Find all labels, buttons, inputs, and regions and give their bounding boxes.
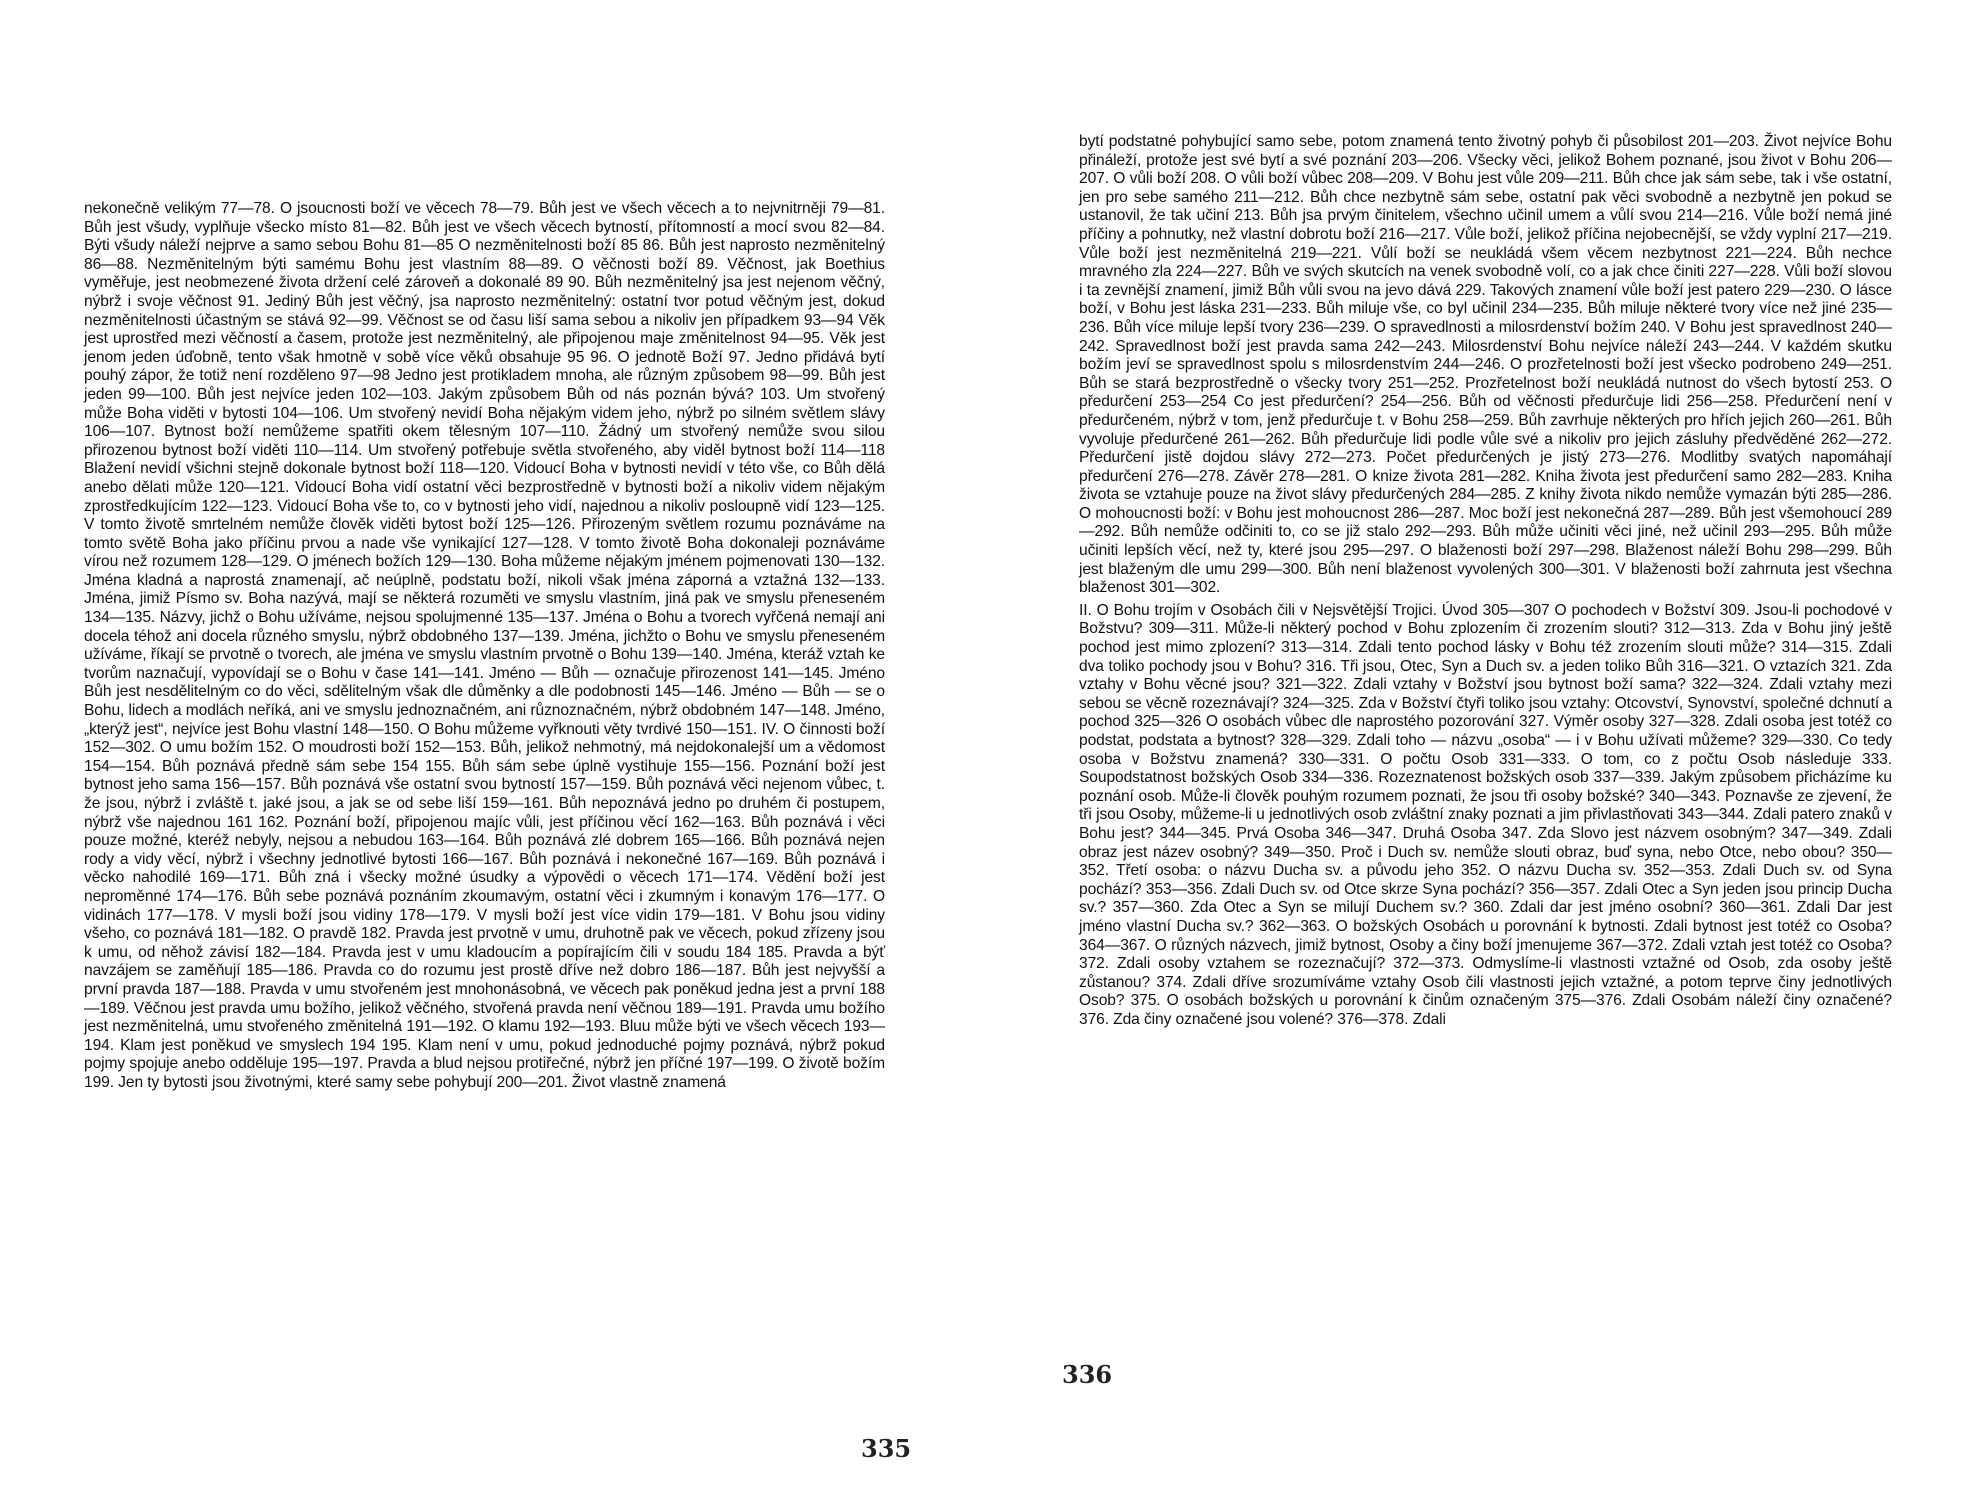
left-page-paragraph: nekonečně velikým 77—78. O jsoucnosti boží ve věcech 78—79. Bůh jest ve všech věcech a to nejvnitrněji 79—81. Bůh jest všudy, vyplňuje všecko místo 81—82. Bůh jest ve všech věcech bytností, přítomností a mocí svou 82—84. Býti všudy náleží nejprve a samo sebou Bohu 81—85 O nezměnitelnosti boží 85 86. Bůh jest naprosto nezměnitelný 86—88. Nezměnitelným býti samému Bohu jest vlastním 88—89. O věčnosti boží 89. Věčnost, jak Boethius vyměřuje, jest neobmezené života držení celé zároveň a dokonalé 89 90. Bůh nezměnitelný jsa jest nejenom věčný, nýbrž i svoje věčnost 91. Jediný Bůh jest věčný, jsa naprosto nezměnitelný: ostatní tvor potud věčným jest, dokud nezměnitelnosti účastným se stává 92—99. Věčnost se od času liší sama sebou a nikoliv jen případkem 93—94 Věk jest uprostřed mezi věčností a časem, protože jest nezměnitelný, ale připojenou maje změnitelnost 94—95. Věk jest jenom jeden úďobně, tento však hmotně v sobě více věků obsahuje 95 96. O jednotě Boží 97. Jedno přidává bytí pouhý zápor, že totiž není rozděleno 97—98 Jedno jest protikladem mnoha, ale různým způsobem 98—99. Bůh jest jeden 99—100. Bůh jest nejvíce jeden 102—103. Jakým způsobem Bůh od nás poznán bývá? 103. Um stvořený může Boha viděti v bytosti 104—106. Um stvořený nevidí Boha nějakým videm jeho, nýbrž po silném světlem slávy 106—107. Bytnost boží nemůžeme spatřiti okem tělesným 107—110. Žádný um stvořený nemůže svou silou přirozenou bytnost boží viděti 110—114. Um stvořený potřebuje světla stvořeného, aby viděl bytnost boží 114—118 Blažení nevidí všichni stejně dokonale bytnost boží 118—120. Vidoucí Boha v bytnosti nevidí v této vše, co Bůh dělá anebo dělati může 120—121. Vidoucí Boha vidí ostatní věci bezprostředně v bytnosti boží a nikoliv videm nějakým zprostředkujícím 122—123. Vidoucí Boha vše to, co v bytnosti jeho vidí, najednou a nikoliv posloupně vidí 123—125. V tomto životě smrtelném nemůže člověk viděti bytost boží 125—126. Přirozeným světlem rozumu poznáváme na tomto světě Boha jako příčinu prvou a nade vše vynikající 127—128. V tomto životě Boha dokonaleji poznáváme vírou než rozumem 128—129. O jménech božích 129—130. Boha můžeme nějakým jménem pojmenovati 130—132. Jména kladná a naprostá znamenají, ač neúplně, podstatu boží, nikoli však jména záporná a vztažná 132—133. Jména, jimiž Písmo sv. Boha nazývá, mají se některá rozuměti ve smyslu vlastním, jiná pak ve smyslu přeneseném 134—135. Názvy, jichž o Bohu užíváme, nejsou spolujmenné 135—137. Jména o Bohu a tvorech vyřčená nemají ani docela téhož ani docela různého smyslu, nýbrž obdobného 137—139. Jména, jichžto o Bohu ve smyslu přeneseném užíváme, říkají se prvotně o tvorech, ale jména ve smyslu vlastním prvotně o Bohu 139—140. Jména, kteráž vztah ke tvorům naznačují, vypovídají se o Bohu v čase 141—141. Jméno — Bůh — označuje přirozenost 141—145. Jméno Bůh jest nesdělitelným co do věci, sdělitelným však dle důměnky a dle podobnosti 145—146. Jméno — Bůh — se o Bohu, lidech a modlách neříká, ani ve smyslu jednoznačném, ani různoznačném, nýbrž obdobném 147—148. Jméno, „kterýž jest“, nejvíce jest Bohu vlastní 148—150. O Bohu můžeme vyřknouti věty tvrdivé 150—151. IV. O činnosti boží 152—302. O umu božím 152. O moudrosti boží 152—153. Bůh, jelikož nehmotný, má nejdokonalejší um a vědomost 154—154. Bůh poznává předně sám sebe 154 155. Bůh sám sebe úplně vystihuje 155—156. Poznání boží jest bytnost jeho sama 156—157. Bůh poznává vše ostatní svou bytností 157—159. Bůh poznává věci nejenom vůbec, t. že jsou, nýbrž i zvláště t. jaké jsou, a jak se od sebe liší 159—161. Bůh nepoznává jedno po druhém či postupem, nýbrž vše najednou 161 162. Poznání boží, připojenou majíc vůli, jest příčinou věcí 162—163. Bůh poznává i věci pouze možné, kteréž nebyly, nejsou a nebudou 163—164. Bůh poznává zlé dobrem 165—166. Bůh poznává nejen rody a vidy věcí, nýbrž i všechny jednotlivé bytosti 166—167. Bůh poznává i nekonečné 167—169. Bůh poznává i věcko nahodilé 169—171. Bůh zná i všecky možné úsudky a výpovědi o věcech 171—174. Vědění boží jest neproměnné 174—176. Bůh sebe poznává poznáním zkoumavým, ostatní věci i zkumným i konavým 176—177. O vidinách 177—178. V mysli boží jsou vidiny 178—179. V mysli boží jest více vidin 179—181. V Bohu jsou vidiny všeho, co poznává 181—182. O pravdě 182. Pravda jest prvotně v umu, druhotně pak ve věcech, pokud zřízeny jsou k umu, od něhož závisí 182—184. Pravda jest v umu kladoucím a popírajícím čili v soudu 184 185. Pravda a býť navzájem se zaměňují 185—186. Pravda co do rozumu jest prostě dříve než dobro 186—187. Bůh jest nejvyšší a první pravda 187—188. Pravda v umu stvořeném jest mnohonásobná, ve věcech pak poněkud jedna jest a první 188—189. Věčnou jest pravda umu božího, jelikož věčného, stvořená pravda není věčnou 189—191. Pravda umu božího jest nezměnitelná, umu stvořeného změnitelná 191—192. O klamu 192—193. Bluu může býti ve všech věcech 193—194. Klam jest poněkud ve smyslech 194 195. Klam není v umu, pokud jednoduché pojmy poznává, nýbrž pokud pojmy spojuje anebo odděluje 195—197. Pravda a blud nejsou protiřečné, nýbrž jen příčné 197—199. O životě božím 199. Jen ty bytosti jsou životnými, které samy sebe pohybují 200—201. Život vlastně znamená — [84, 200, 885, 1091]
right-page-number: 336 — [1062, 1360, 1113, 1389]
right-page-text — [1079, 133, 1892, 1030]
right-page — [992, 0, 1984, 1500]
right-page-paragraph-1: bytí podstatné pohybující samo sebe, potom znamená tento životný pohyb či působilost 201—203. Život nejvíce Bohu přináleží, protože jest své bytí a své poznání 203—206. Všecky věci, jelikož Bohem poznané, jsou život v Bohu 206—207. O vůli boží 208. O vůli boží vůbec 208—209. V Bohu jest vůle 209—211. Bůh chce jak sám sebe, tak i vše ostatní, jen pro sebe samého 211—212. Bůh chce nezbytně sám sebe, ostatní pak věci svobodně a nezbytně jen pokud se ustanovil, že tak učiní 213. Bůh jsa prvým činitelem, všechno učinil umem a vůlí svou 214—216. Vůle boží nemá jiné příčiny a pohnutky, než vlastní dobrotu boží 216—217. Vůle boží, jelikož příčina nejobecnější, se vždy vyplní 217—219. Vůle boží jest nezměnitelná 219—221. Vůlí boží se neukládá všem věcem nezbytnost 221—224. Bůh nechce mravného zla 224—227. Bůh ve svých skutcích na venek svobodně volí, co a jak chce činiti 227—228. Vůli boží slovou i ta zevnější znamení, jimiž Bůh vůli svou na jevo dává 229. Takových znamení vůle boží jest patero 229—230. O lásce boží, v Bohu jest láska 231—233. Bůh miluje vše, co byl učinil 234—235. Bůh miluje některé tvory více než jiné 235—236. Bůh více miluje lepší tvory 236—239. O spravedlnosti a milosrdenství božím 240. V Bohu jest spravedlnost 240—242. Spravedlnost boží jest pravda sama 242—243. Milosrdenství Bohu nejvíce náleží 243—244. V každém skutku božím jeví se spravedlnost spolu s milosrdenstvím 244—246. O prozřetelnosti boží jest všecko podrobeno 249—251. Bůh se stará bezprostředně o všecky tvory 251—252. Prozřetelnost boží neukládá nutnost do všech bytostí 253. O předurčení 253—254 Co jest předurčení? 254—256. Bůh od věčnosti předurčuje lidi 256—258. Předurčení není v předurčeném, nýbrž v tom, jenž předurčuje t. v Bohu 258—259. Bůh zavrhuje některých pro hřích jejich 260—261. Bůh vyvoluje předurčené 261—262. Bůh předurčuje lidi podle vůle své a nikoliv pro jejich zásluhy předvěděné 262—272. Předurčení jistě dojdou slávy 272—273. Počet předurčených je jistý 273—276. Modlitby svatých napomáhají předurčení 276—278. Závěr 278—281. O knize života 281—282. Kniha života jest předurčení samo 282—283. Kniha života se vztahuje pouze na život slávy předurčených 284—285. Z knihy života nikdo nemůže vymazán býti 285—286. O mohoucnosti boží: v Bohu jest mohoucnost 286—287. Moc boží jest nekonečná 287—289. Bůh jest všemohoucí 289—292. Bůh nemůže odčiniti to, co se již stalo 292—293. Bůh může učiniti věci jiné, než učinil 293—295. Bůh může učiniti lepších věcí, než ty, které jsou 295—297. O blaženosti boží 297—298. Blaženost náleží Bohu 298—299. Bůh jest blaženým dle umu 299—300. Bůh není blaženost vyvolených 300—301. V blaženosti boží zahrnuta jest všechna blaženost 301—302. — [1079, 133, 1892, 597]
left-page-number: 335 — [861, 1434, 912, 1463]
left-page-text — [84, 200, 885, 1093]
right-page-paragraph-2: II. O Bohu trojím v Osobách čili v Nejsvětější Trojici. Úvod 305—307 O pochodech v Božství 309. Jsou-li pochodové v Božstvu? 309—311. Může-li některý pochod v Bohu zplozením či zrozením slouti? 312—313. Zda v Bohu jiný ještě pochod jest mimo zplození? 313—314. Zdali tento pochod lásky v Bohu též zrozením slouti může? 314—315. Zdali dva toliko pochody jsou v Bohu? 316. Tři jsou, Otec, Syn a Duch sv. a jeden toliko Bůh 316—321. O vztazích 321. Zda vztahy v Bohu věcné jsou? 321—322. Zdali vztahy v Božství jsou bytnost boží sama? 322—324. Zdali vztahy mezi sebou se věcně rozeznávají? 324—325. Zda v Božství čtyři toliko jsou vztahy: Otcovství, Synovství, společné dchnutí a pochod 325—326 O osobách vůbec dle naprostého pozorování 327. Výměr osoby 327—328. Zdali osoba jest totéž co podstat, podstata a bytnost? 328—329. Zdali toho — názvu „osoba“ — i v Bohu užívati můžeme? 329—330. Co tedy osoba v Božstvu znamená? 330—331. O počtu Osob 331—333. O tom, co z počtu Osob následuje 333. Soupodstatnost božských Osob 334—336. Rozeznatenost božských osob 337—339. Jakým způsobem přicházíme ku poznání osob. Může-li člověk pouhým rozumem poznati, že jsou tři osoby božské? 340—343. Poznavše ze zjevení, že tři jsou Osoby, můžeme-li u jednotlivých osob zvláštní znaky poznati a jim přivlastňovati 343—344. Zdali patero znaků v Bohu jest? 344—345. Prvá Osoba 346—347. Druhá Osoba 347. Zda Slovo jest názvem osobným? 347—349. Zdali obraz jest název osobný? 349—350. Proč i Duch sv. nemůže slouti obraz, buď syna, nebo Otce, nebo obou? 350—352. Třetí osoba: o názvu Ducha sv. a původu jeho 352. O názvu Ducha sv. 352—353. Zdali Duch sv. od Syna pochází? 353—356. Zdali Duch sv. od Otce skrze Syna pochází? 356—357. Zdali Otec a Syn jeden jsou princip Ducha sv.? 357—360. Zda Otec a Syn se milují Duchem sv.? 360. Zdali dar jest jméno osobní? 360—361. Zdali Dar jest jméno vlastní Ducha sv.? 362—363. O božských Osobách u porovnání k bytnosti. Zdali bytnost jest totéž co Osoba? 364—367. O různých názvech, jimiž bytnost, Osoby a činy boží jmenujeme 367—372. Zdali vztah jest totéž co Osoba? 372. Zdali osoby vztahem se rozeznačují? 372—373. Odmyslíme-li vlastnosti vztažné od Osob, zda osoby ještě zůstanou? 374. Zdali dříve srozumíváme vztahy Osob čili vlastnosti jejich vztažné, a potom teprve činy jednotlivých Osob? 375. O osobách božských u porovnání k činům označeným 375—376. Zdali Osobám náleží činy označené? 376. Zda činy označené jsou volené? 376—378. Zdali — [1079, 601, 1892, 1028]
